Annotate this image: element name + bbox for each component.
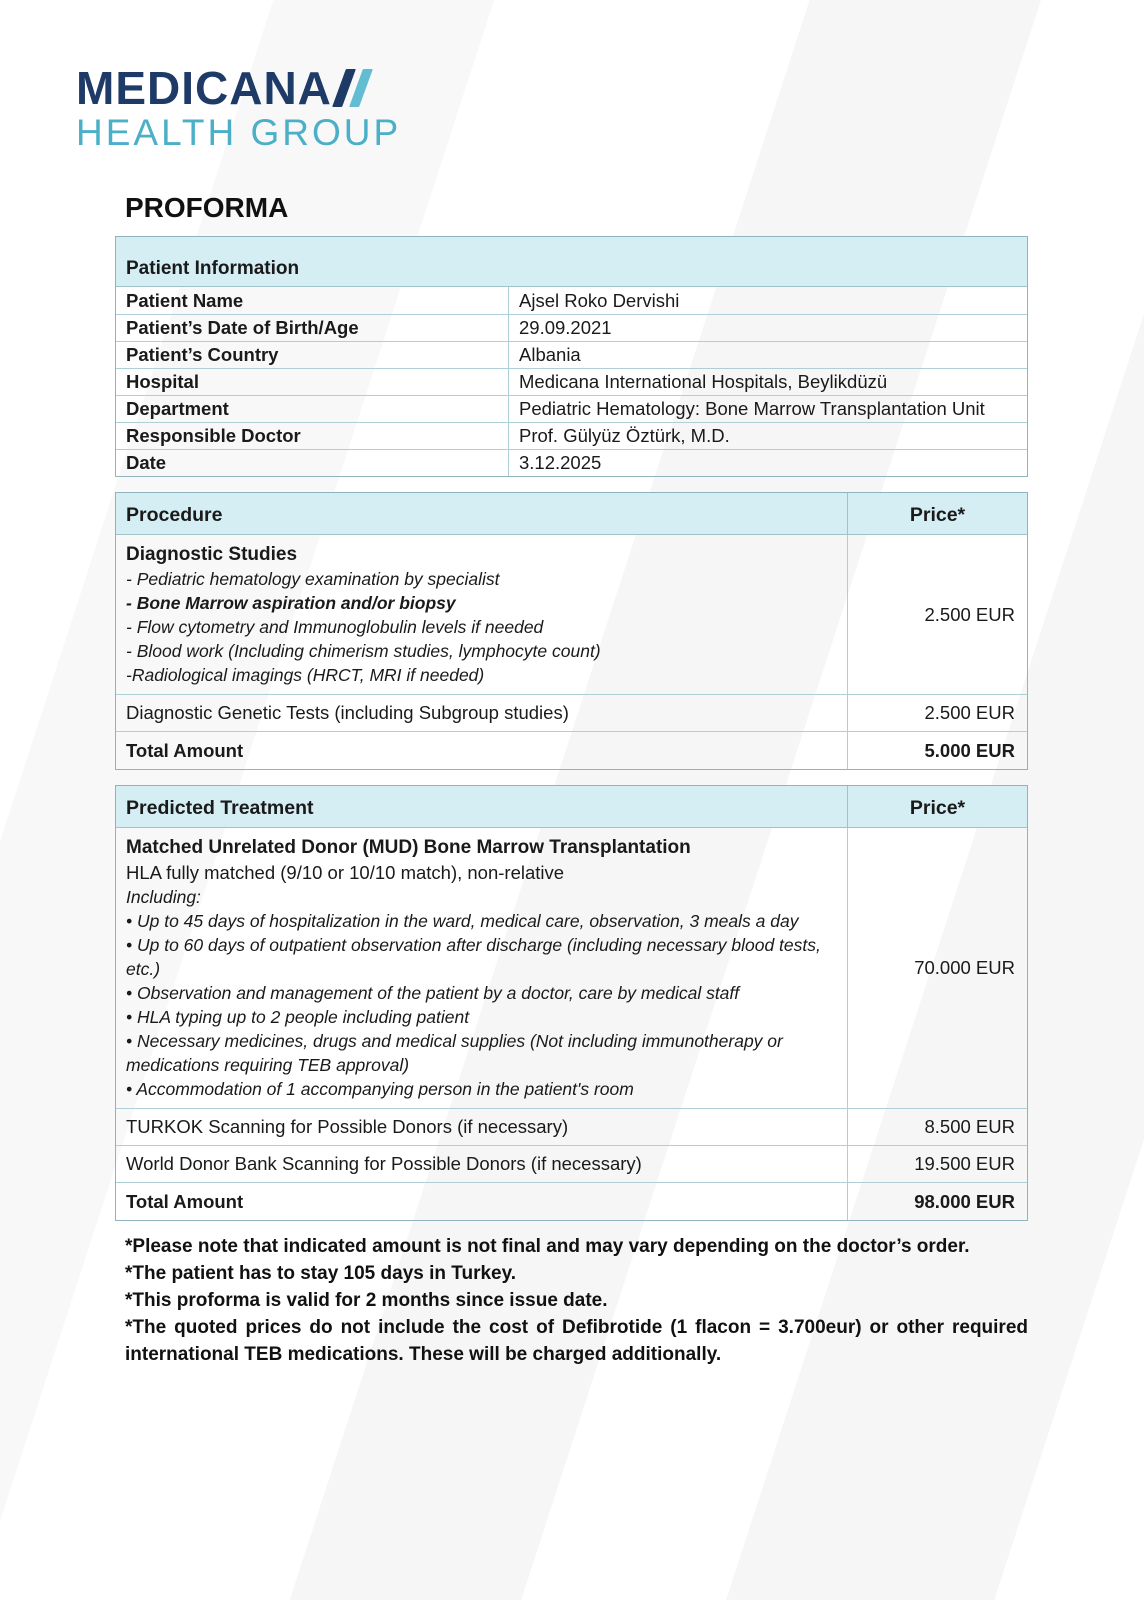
table-row [116,449,1027,476]
patient-info-table [115,236,1028,477]
info-value: 3.12.2025 [508,450,1027,476]
table-row [116,694,1027,731]
treatment-bullet: • Up to 45 days of hospitalization in the ward, medical care, observation, 3 meals a day [126,911,799,931]
table-row [116,1108,1027,1145]
table-row [116,368,1027,395]
price-value: 2.500 EUR [847,695,1027,731]
price-value: 70.000 EUR [847,828,1027,1108]
medicana-logo [76,64,1144,154]
info-value: Prof. Gülyüz Öztürk, M.D. [508,423,1027,449]
logo-wordmark: MEDICANA [76,62,332,114]
diagnostic-studies-cell [116,535,847,694]
info-label: Patient Name [126,289,244,311]
total-price-value: 98.000 EUR [847,1183,1027,1220]
info-value: 29.09.2021 [508,315,1027,341]
logo-top-row [76,64,1144,112]
table-row-total [116,731,1027,769]
total-label: Total Amount [126,1190,244,1212]
info-value: Ajsel Roko Dervishi [508,287,1027,314]
table-row-mud-transplantation [116,828,1027,1108]
footnote: *The quoted prices do not include the cost of Defibrotide (1 flacon = 3.700eur) or other required international TEB medications. These will be charged additionally. [125,1317,1028,1365]
info-value: Albania [508,342,1027,368]
table-row-diagnostic-studies [116,535,1027,694]
info-label: Date [126,452,167,473]
table-row-total [116,1182,1027,1220]
treatment-details-cell [116,828,847,1108]
table-row [116,395,1027,422]
treatment-table-header [116,786,1027,828]
column-header-procedure: Procedure [126,504,223,526]
price-value: 19.500 EUR [847,1146,1027,1182]
logo-subtitle: HEALTH GROUP [76,112,402,153]
info-label: Responsible Doctor [126,425,301,446]
treatment-label: World Donor Bank Scanning for Possible Donors (if necessary) [126,1153,642,1174]
predicted-treatment-table [115,785,1028,1221]
footnote: *The patient has to stay 105 days in Turkey. [125,1263,517,1284]
column-header-price: Price* [847,786,1027,827]
treatment-bullet: • Necessary medicines, drugs and medical supplies (Not including immunotherapy or medications requiring TEB approval) [126,1031,783,1075]
procedure-table [115,492,1028,770]
info-label: Patient’s Country [126,344,279,365]
info-value: Medicana International Hospitals, Beylikdüzü [508,369,1027,395]
table-row [116,341,1027,368]
page-title: PROFORMA [125,192,289,223]
procedure-table-header [116,493,1027,535]
table-row [116,1145,1027,1182]
total-price-value: 5.000 EUR [847,732,1027,769]
treatment-bullet: • Accommodation of 1 accompanying person in the patient's room [126,1079,634,1099]
info-label: Hospital [126,371,199,392]
info-value: Pediatric Hematology: Bone Marrow Transplantation Unit [508,396,1027,422]
treatment-title: Matched Unrelated Donor (MUD) Bone Marrow Transplantation [126,837,691,858]
diagnostic-item: - Blood work (Including chimerism studies, lymphocyte count) [126,641,601,661]
procedure-label: Diagnostic Genetic Tests (including Subgroup studies) [126,702,569,723]
info-label: Patient’s Date of Birth/Age [126,317,359,338]
treatment-label: TURKOK Scanning for Possible Donors (if necessary) [126,1116,569,1137]
patient-info-table-header: Patient Information [116,237,1027,287]
including-label: Including: [126,887,201,907]
info-label: Department [126,398,229,419]
table-row [116,314,1027,341]
treatment-bullet: • Observation and management of the patient by a doctor, care by medical staff [126,983,740,1003]
treatment-bullet: • HLA typing up to 2 people including patient [126,1007,470,1027]
diagnostic-item: - Bone Marrow aspiration and/or biopsy [126,593,456,613]
table-row [116,422,1027,449]
treatment-bullet: • Up to 60 days of outpatient observation after discharge (including necessary blood tests, etc.) [126,935,821,979]
footnote: *Please note that indicated amount is not final and may vary depending on the doctor’s order. [125,1236,970,1257]
logo-slashes-icon [339,69,366,107]
price-value: 2.500 EUR [847,535,1027,694]
footnote: *This proforma is valid for 2 months since issue date. [125,1290,608,1311]
column-header-price: Price* [847,493,1027,534]
table-row [116,287,1027,314]
diagnostic-item: - Flow cytometry and Immunoglobulin levels if needed [126,617,544,637]
diagnostic-studies-title: Diagnostic Studies [126,544,298,565]
diagnostic-item: - Pediatric hematology examination by specialist [126,569,500,589]
diagnostic-item: -Radiological imagings (HRCT, MRI if needed) [126,665,485,685]
column-header-predicted-treatment: Predicted Treatment [126,797,314,819]
price-value: 8.500 EUR [847,1109,1027,1145]
footnotes [125,1233,1028,1368]
total-label: Total Amount [126,739,244,761]
treatment-subtitle: HLA fully matched (9/10 or 10/10 match), non-relative [126,862,565,883]
